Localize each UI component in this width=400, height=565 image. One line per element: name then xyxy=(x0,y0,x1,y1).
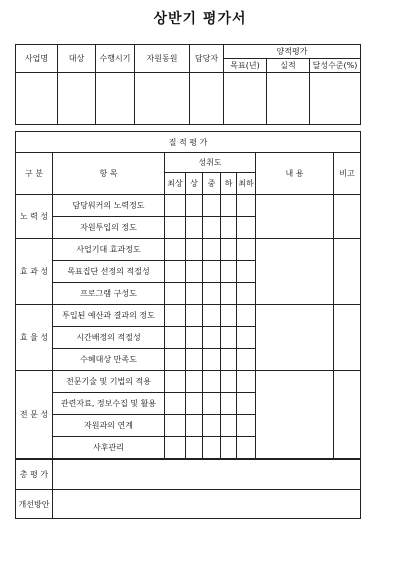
score-cell[interactable] xyxy=(186,327,203,349)
item-label: 자원과의 연계 xyxy=(53,415,165,437)
content-cell[interactable] xyxy=(256,371,334,459)
item-label: 프로그램 구성도 xyxy=(53,283,165,305)
score-cell[interactable] xyxy=(237,327,256,349)
overall-input[interactable] xyxy=(53,460,361,490)
note-cell[interactable] xyxy=(334,305,361,371)
score-cell[interactable] xyxy=(165,261,186,283)
score-cell[interactable] xyxy=(186,239,203,261)
score-cell[interactable] xyxy=(221,283,237,305)
score-cell[interactable] xyxy=(203,283,221,305)
score-cell[interactable] xyxy=(203,217,221,239)
cell-achievement[interactable] xyxy=(310,73,361,125)
level-best: 최상 xyxy=(165,173,186,195)
header-period: 수행시기 xyxy=(96,45,135,73)
cell-result[interactable] xyxy=(267,73,310,125)
score-cell[interactable] xyxy=(165,283,186,305)
note-cell[interactable] xyxy=(334,239,361,305)
item-label: 사후관리 xyxy=(53,437,165,459)
qualitative-table xyxy=(15,131,361,459)
item-label: 수혜대상 만족도 xyxy=(53,349,165,371)
score-cell[interactable] xyxy=(203,327,221,349)
score-cell[interactable] xyxy=(203,349,221,371)
header-note: 비고 xyxy=(334,153,361,195)
score-cell[interactable] xyxy=(221,371,237,393)
score-cell[interactable] xyxy=(203,371,221,393)
header-resources: 자원동원 xyxy=(135,45,190,73)
item-label: 담당워커의 노력정도 xyxy=(53,195,165,217)
level-worst: 최하 xyxy=(237,173,256,195)
score-cell[interactable] xyxy=(165,437,186,459)
item-label: 시간배정의 적절성 xyxy=(53,327,165,349)
item-label: 전문기술 및 기법의 적용 xyxy=(53,371,165,393)
header-quantitative: 양적평가 xyxy=(224,45,361,59)
overall-label: 총 평 가 xyxy=(16,460,53,490)
score-cell[interactable] xyxy=(203,437,221,459)
header-target: 대상 xyxy=(58,45,96,73)
item-label: 사업기대 효과정도 xyxy=(53,239,165,261)
score-cell[interactable] xyxy=(237,261,256,283)
level-mid: 중 xyxy=(203,173,221,195)
content-cell[interactable] xyxy=(256,305,334,371)
score-cell[interactable] xyxy=(165,371,186,393)
score-cell[interactable] xyxy=(221,195,237,217)
header-content: 내 용 xyxy=(256,153,334,195)
score-cell[interactable] xyxy=(237,371,256,393)
score-cell[interactable] xyxy=(203,261,221,283)
score-cell[interactable] xyxy=(203,393,221,415)
plan-table xyxy=(15,44,361,125)
score-cell[interactable] xyxy=(221,239,237,261)
score-cell[interactable] xyxy=(221,437,237,459)
group-effort: 노 력 성 xyxy=(16,195,53,239)
score-cell[interactable] xyxy=(186,195,203,217)
score-cell[interactable] xyxy=(237,415,256,437)
cell-goal[interactable] xyxy=(224,73,267,125)
score-cell[interactable] xyxy=(186,393,203,415)
score-cell[interactable] xyxy=(203,305,221,327)
improve-input[interactable] xyxy=(53,490,361,519)
score-cell[interactable] xyxy=(186,349,203,371)
page-title: 상반기 평가서 xyxy=(153,11,247,27)
score-cell[interactable] xyxy=(165,305,186,327)
note-cell[interactable] xyxy=(334,371,361,459)
score-cell[interactable] xyxy=(186,217,203,239)
cell-manager[interactable] xyxy=(190,73,224,125)
score-cell[interactable] xyxy=(221,305,237,327)
score-cell[interactable] xyxy=(165,217,186,239)
item-label: 관련자료, 정보수집 및 활용 xyxy=(53,393,165,415)
score-cell[interactable] xyxy=(203,415,221,437)
header-manager: 담당자 xyxy=(190,45,224,73)
header-category: 구 분 xyxy=(16,153,53,195)
level-low: 하 xyxy=(221,173,237,195)
content-cell[interactable] xyxy=(256,195,334,239)
score-cell[interactable] xyxy=(237,195,256,217)
group-effectiveness: 효 과 성 xyxy=(16,239,53,305)
item-label: 자원투입의 정도 xyxy=(53,217,165,239)
item-label: 투입된 예산과 결과의 정도 xyxy=(53,305,165,327)
improve-label: 개선방안 xyxy=(16,490,53,519)
cell-resources[interactable] xyxy=(135,73,190,125)
header-achievement: 달성수준(%) xyxy=(310,59,361,73)
cell-period[interactable] xyxy=(96,73,135,125)
score-cell[interactable] xyxy=(165,393,186,415)
score-cell[interactable] xyxy=(237,437,256,459)
group-efficiency: 효 율 성 xyxy=(16,305,53,371)
header-project: 사업명 xyxy=(16,45,58,73)
score-cell[interactable] xyxy=(237,239,256,261)
score-cell[interactable] xyxy=(165,195,186,217)
score-cell[interactable] xyxy=(237,349,256,371)
header-item: 항 목 xyxy=(53,153,165,195)
score-cell[interactable] xyxy=(186,261,203,283)
note-cell[interactable] xyxy=(334,195,361,239)
header-level: 성취도 xyxy=(165,153,256,173)
score-cell[interactable] xyxy=(221,415,237,437)
score-cell[interactable] xyxy=(165,415,186,437)
score-cell[interactable] xyxy=(237,217,256,239)
qualitative-title: 질 적 평 가 xyxy=(16,132,361,153)
score-cell[interactable] xyxy=(186,283,203,305)
item-label: 목표집단 선정의 적절성 xyxy=(53,261,165,283)
header-goal: 목표(년) xyxy=(224,59,267,73)
cell-project[interactable] xyxy=(16,73,58,125)
score-cell[interactable] xyxy=(165,327,186,349)
score-cell[interactable] xyxy=(237,283,256,305)
score-cell[interactable] xyxy=(186,437,203,459)
score-cell[interactable] xyxy=(203,195,221,217)
score-cell[interactable] xyxy=(221,217,237,239)
score-cell[interactable] xyxy=(221,327,237,349)
content-cell[interactable] xyxy=(256,239,334,305)
score-cell[interactable] xyxy=(203,239,221,261)
header-result: 실적 xyxy=(267,59,310,73)
score-cell[interactable] xyxy=(165,349,186,371)
score-cell[interactable] xyxy=(186,305,203,327)
score-cell[interactable] xyxy=(221,393,237,415)
score-cell[interactable] xyxy=(221,261,237,283)
score-cell[interactable] xyxy=(165,239,186,261)
cell-target[interactable] xyxy=(58,73,96,125)
group-expertise: 전 문 성 xyxy=(16,371,53,459)
score-cell[interactable] xyxy=(237,305,256,327)
score-cell[interactable] xyxy=(186,371,203,393)
score-cell[interactable] xyxy=(186,415,203,437)
level-high: 상 xyxy=(186,173,203,195)
score-cell[interactable] xyxy=(221,349,237,371)
score-cell[interactable] xyxy=(237,393,256,415)
summary-table xyxy=(15,459,361,519)
